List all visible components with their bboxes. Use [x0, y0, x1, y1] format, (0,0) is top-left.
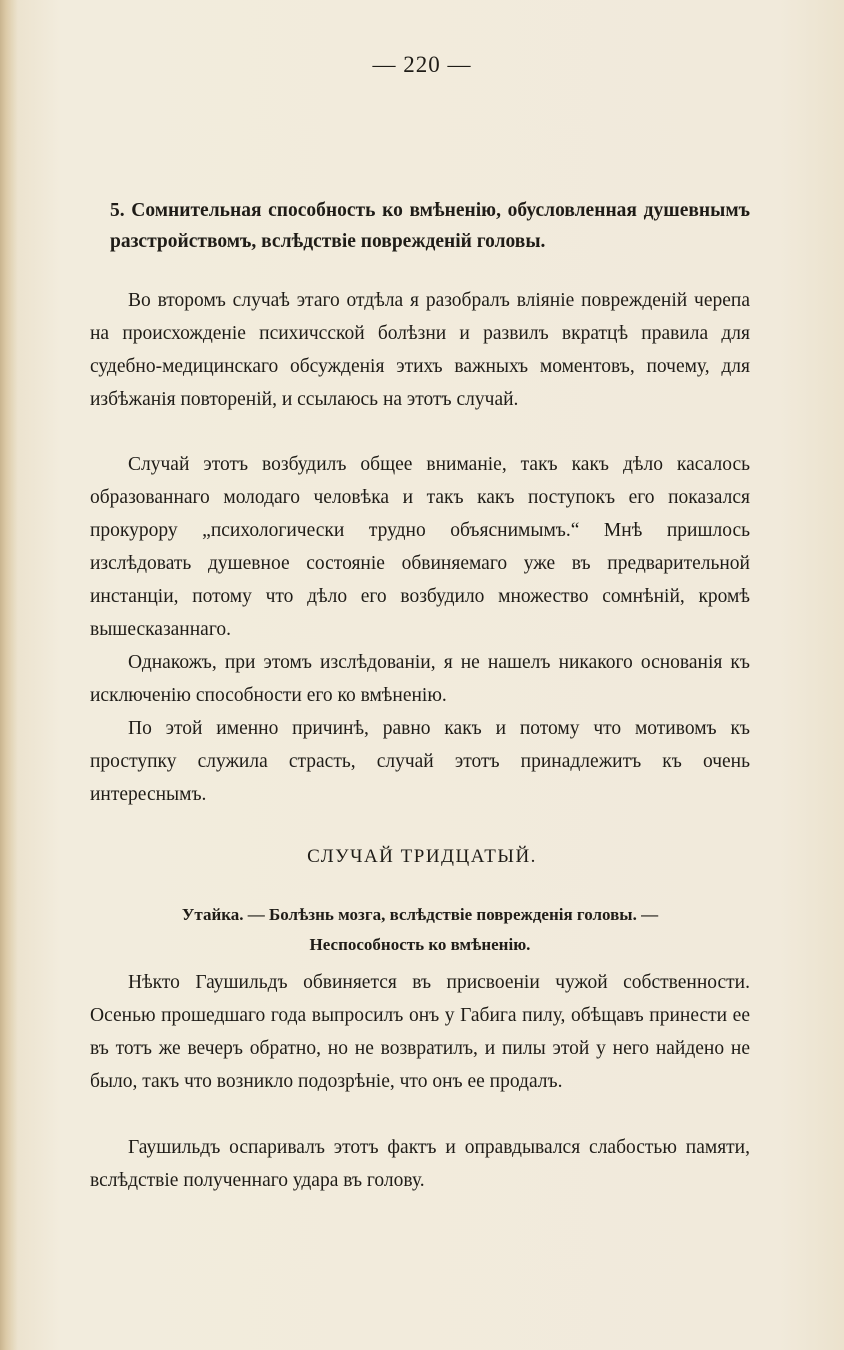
case-paragraph-1: Нѣкто Гаушильдъ обвиняется въ присвоеніи чужой собственности. Осенью прошедшаго года выпросилъ онъ у Габига пилу, обѣщавъ принести ее въ тотъ же вечеръ обратно, но не возвратилъ, и пилы этой у него найдено не было, такъ что возникло подозрѣніе, что онъ ее продалъ. [90, 972, 750, 1092]
paragraph-3: Однакожъ, при этомъ изслѣдованіи, я не нашелъ никакого основанія къ исключенію способности его ко вмѣненію. [90, 652, 750, 706]
paragraph-4: По этой именно причинѣ, равно какъ и потому что мотивомъ къ проступку служила страсть, случай этотъ принадлежитъ къ очень интереснымъ. [90, 718, 750, 805]
paragraph-1: Во второмъ случаѣ этаго отдѣла я разобралъ вліяніе поврежденій черепа на происхожденіе психичсской болѣзни и развилъ вкратцѣ правила для судебно-медицинскаго обсужденія этихъ важныхъ моментовъ, почему, для избѣжанія повтореній, и ссылаюсь на этотъ случай. [90, 290, 750, 410]
page-number: — 220 — [372, 52, 472, 77]
section-heading: 5. Сомнительная способность ко вмѣненію, обусловленная душевнымъ разстройствомъ, вслѣдствіе поврежденій головы. [110, 200, 750, 252]
paragraph-2: Случай этотъ возбудилъ общее вниманіе, такъ какъ дѣло касалось образованнаго молодаго человѣка и такъ какъ поступокъ его показался прокурору „психологически трудно объяснимымъ.“ Мнѣ пришлось изслѣдовать душевное состояніе обвиняемаго уже въ предварительной инстанціи, потому что дѣло его возбудило множество сомнѣній, кромѣ вышесказаннаго. [90, 454, 750, 640]
case-subtitle [90, 900, 750, 960]
case-subtitle-line-2: Неспособность ко вмѣненію. [309, 935, 531, 954]
case-paragraph-2: Гаушильдъ оспаривалъ этотъ фактъ и оправдывался слабостью памяти, вслѣдствіе полученнаго удара въ голову. [90, 1137, 750, 1191]
case-subtitle-line-1: Утайка. — Болѣзнь мозга, вслѣдствіе поврежденія головы. — [181, 905, 659, 924]
case-title: СЛУЧАЙ ТРИДЦАТЫЙ. [307, 846, 537, 867]
